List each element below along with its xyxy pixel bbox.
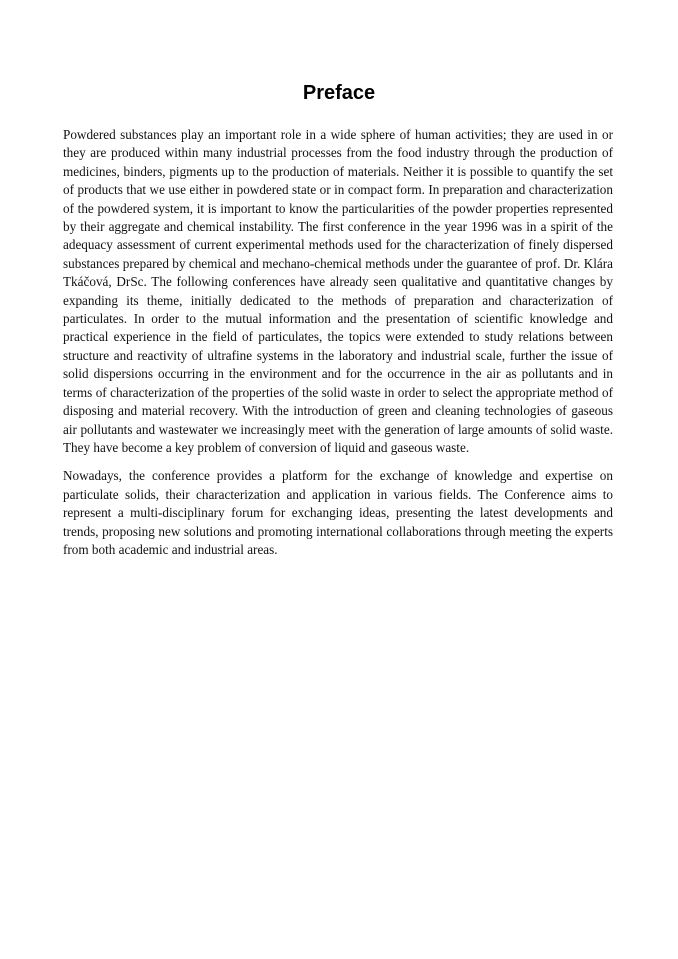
paragraph-1: Powdered substances play an important role in a wide sphere of human activities; they are used in or they are produced within many industrial processes from the food industry through the production of medicines, binders, pigments up to the production of materials. Neither it is possible to quantify the set of products that we use either in powdered state or in compact form. In preparation and characterization of the powdered system, it is important to know the particularities of the powder properties represented by their aggregate and chemical instability. The first conference in the year 1996 was in a spirit of the adequacy assessment of current experimental methods used for the characterization of finely dispersed substances prepared by chemical and mechano-chemical methods under the guarantee of prof. Dr. Klára Tkáčová, DrSc. The following conferences have already seen qualitative and quantitative changes by expanding its theme, initially dedicated to the methods of preparation and characterization of particulates. In order to the mutual information and the presentation of scientific knowledge and practical experience in the field of particulates, the topics were extended to study relations between structure and reactivity of ultrafine systems in the laboratory and industrial scale, further the issue of solid dispersions occurring in the environment and for the occurrence in the air as pollutants and in terms of characterization of the properties of the solid waste in order to select the appropriate method of disposing and material recovery. With the introduction of green and cleaning technologies of gaseous air pollutants and wastewater we increasingly meet with the generation of large amounts of solid waste. They have become a key problem of conversion of liquid and gaseous waste. <box>63 127 613 455</box>
body-text <box>63 126 613 569</box>
paragraph-2: Nowadays, the conference provides a platform for the exchange of knowledge and expertise on particulate solids, their characterization and application in various fields. The Conference aims to represent a multi-disciplinary forum for exchanging ideas, presenting the latest developments and trends, proposing new solutions and promoting international collaborations through meeting the experts from both academic and industrial areas. <box>63 468 613 557</box>
page-title: Preface <box>302 82 376 104</box>
